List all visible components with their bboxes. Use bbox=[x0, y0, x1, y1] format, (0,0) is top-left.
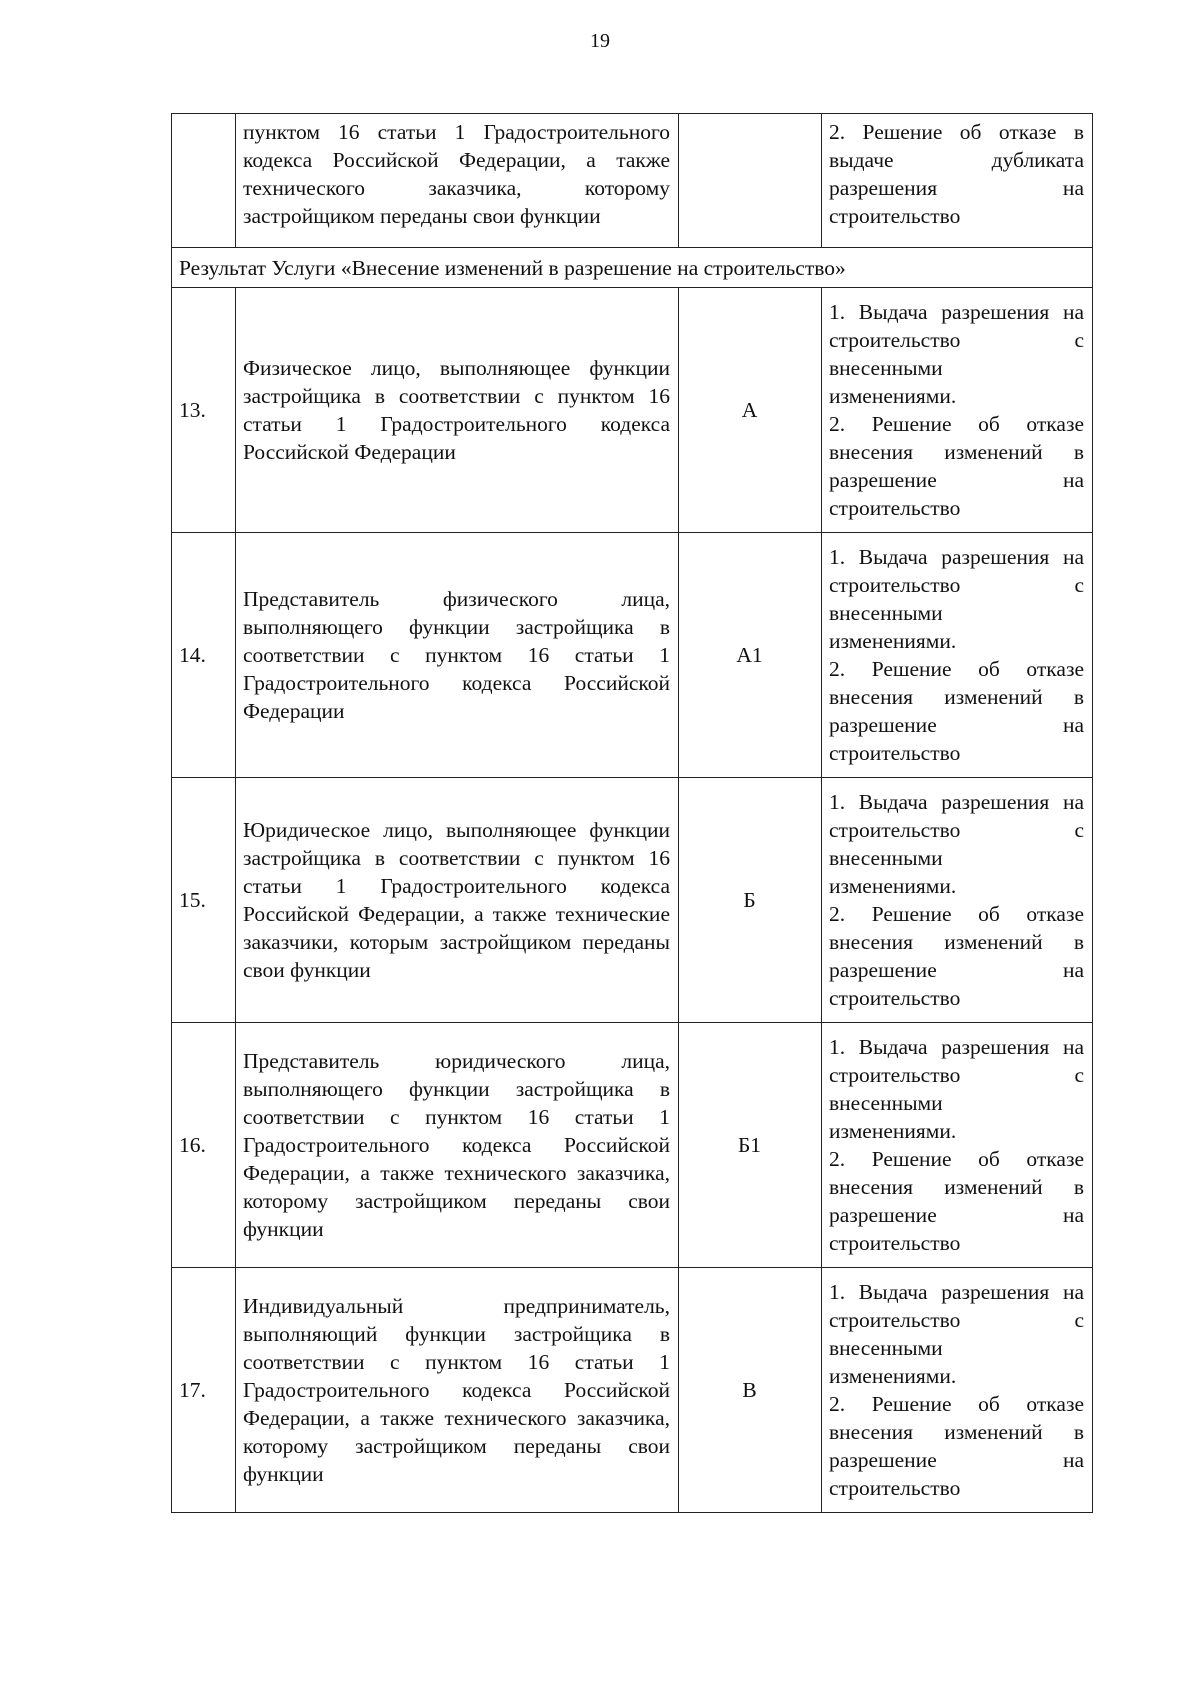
service-result-table bbox=[171, 113, 1093, 1513]
applicant-code: А bbox=[679, 288, 822, 533]
result-line: внесения изменений в bbox=[829, 440, 1084, 464]
table-row bbox=[172, 533, 1093, 778]
result-line: 1. Выдача разрешения на bbox=[829, 790, 1084, 814]
service-result bbox=[822, 533, 1093, 778]
applicant-category: Юридическое лицо, выполняющее функции застройщика в соответствии с пунктом 16 статьи 1 Градостроительного кодекса Российской Федерации, а также технические заказчики, которым застройщиком переданы свои функции bbox=[236, 778, 679, 1023]
result-line: внесения изменений в bbox=[829, 685, 1084, 709]
result-line: 2. Решение об отказе в bbox=[829, 120, 1084, 144]
result-line: строительство с bbox=[829, 1308, 1084, 1332]
result-line: изменениями. bbox=[829, 384, 957, 408]
service-result bbox=[822, 288, 1093, 533]
result-line: строительство bbox=[829, 1231, 961, 1255]
result-line: изменениями. bbox=[829, 1364, 957, 1388]
result-line: разрешение на bbox=[829, 468, 1084, 492]
row-number: 16. bbox=[172, 1023, 236, 1268]
result-line: строительство с bbox=[829, 818, 1084, 842]
service-result bbox=[822, 114, 1093, 248]
result-line: 2. Решение об отказе bbox=[829, 1392, 1084, 1416]
row-number: 13. bbox=[172, 288, 236, 533]
result-line: 2. Решение об отказе bbox=[829, 1147, 1084, 1171]
applicant-code: А1 bbox=[679, 533, 822, 778]
applicant-code bbox=[679, 114, 822, 248]
result-line: внесения изменений в bbox=[829, 1175, 1084, 1199]
result-line: 1. Выдача разрешения на bbox=[829, 1035, 1084, 1059]
result-line: внесенными bbox=[829, 601, 943, 625]
applicant-code: Б1 bbox=[679, 1023, 822, 1268]
result-line: строительство bbox=[829, 741, 961, 765]
result-line: внесенными bbox=[829, 1091, 943, 1115]
row-number: 15. bbox=[172, 778, 236, 1023]
applicant-category: Индивидуальный предприниматель, выполняющий функции застройщика в соответствии с пунктом 16 статьи 1 Градостроительного кодекса Российской Федерации, а также технического заказчика, которому застройщиком переданы свои функции bbox=[236, 1268, 679, 1513]
result-line: строительство bbox=[829, 1476, 961, 1500]
section-header-row bbox=[172, 248, 1093, 288]
result-line: разрешение на bbox=[829, 1448, 1084, 1472]
result-line: разрешение на bbox=[829, 713, 1084, 737]
result-line: строительство bbox=[829, 204, 961, 228]
result-line: 2. Решение об отказе bbox=[829, 902, 1084, 926]
result-line: изменениями. bbox=[829, 629, 957, 653]
result-line: строительство bbox=[829, 496, 961, 520]
result-line: внесения изменений в bbox=[829, 1420, 1084, 1444]
table-row bbox=[172, 288, 1093, 533]
result-line: строительство с bbox=[829, 573, 1084, 597]
row-number: 14. bbox=[172, 533, 236, 778]
result-line: 2. Решение об отказе bbox=[829, 657, 1084, 681]
service-result bbox=[822, 1268, 1093, 1513]
service-result bbox=[822, 778, 1093, 1023]
applicant-category: Представитель юридического лица, выполняющего функции застройщика в соответствии с пунктом 16 статьи 1 Градостроительного кодекса Российской Федерации, а также технического заказчика, которому застройщиком переданы свои функции bbox=[236, 1023, 679, 1268]
table-row-continued bbox=[172, 114, 1093, 248]
result-line: строительство с bbox=[829, 328, 1084, 352]
result-line: внесенными bbox=[829, 356, 943, 380]
table-row bbox=[172, 778, 1093, 1023]
result-line: разрешение на bbox=[829, 1203, 1084, 1227]
result-line: 1. Выдача разрешения на bbox=[829, 300, 1084, 324]
service-result bbox=[822, 1023, 1093, 1268]
result-line: 1. Выдача разрешения на bbox=[829, 545, 1084, 569]
result-line: 2. Решение об отказе bbox=[829, 412, 1084, 436]
result-line: внесения изменений в bbox=[829, 930, 1084, 954]
result-line: строительство с bbox=[829, 1063, 1084, 1087]
result-line: разрешение на bbox=[829, 958, 1084, 982]
result-line: 1. Выдача разрешения на bbox=[829, 1280, 1084, 1304]
applicant-category: Физическое лицо, выполняющее функции застройщика в соответствии с пунктом 16 статьи 1 Градостроительного кодекса Российской Федерации bbox=[236, 288, 679, 533]
table-row bbox=[172, 1268, 1093, 1513]
row-number: 17. bbox=[172, 1268, 236, 1513]
result-line: изменениями. bbox=[829, 1119, 957, 1143]
applicant-code: Б bbox=[679, 778, 822, 1023]
applicant-category: Представитель физического лица, выполняющего функции застройщика в соответствии с пунктом 16 статьи 1 Градостроительного кодекса Российской Федерации bbox=[236, 533, 679, 778]
result-line: изменениями. bbox=[829, 874, 957, 898]
result-line: строительство bbox=[829, 986, 961, 1010]
page-number: 19 bbox=[590, 30, 610, 52]
result-line: внесенными bbox=[829, 1336, 943, 1360]
applicant-category: пунктом 16 статьи 1 Градостроительного кодекса Российской Федерации, а также технического заказчика, которому застройщиком переданы свои функции bbox=[236, 114, 679, 248]
result-line: внесенными bbox=[829, 846, 943, 870]
table-row bbox=[172, 1023, 1093, 1268]
table-body bbox=[172, 114, 1093, 1513]
applicant-code: В bbox=[679, 1268, 822, 1513]
result-line: выдаче дубликата bbox=[829, 148, 1084, 172]
row-number bbox=[172, 114, 236, 248]
result-line: разрешения на bbox=[829, 176, 1084, 200]
section-title: Результат Услуги «Внесение изменений в разрешение на строительство» bbox=[172, 248, 1093, 288]
